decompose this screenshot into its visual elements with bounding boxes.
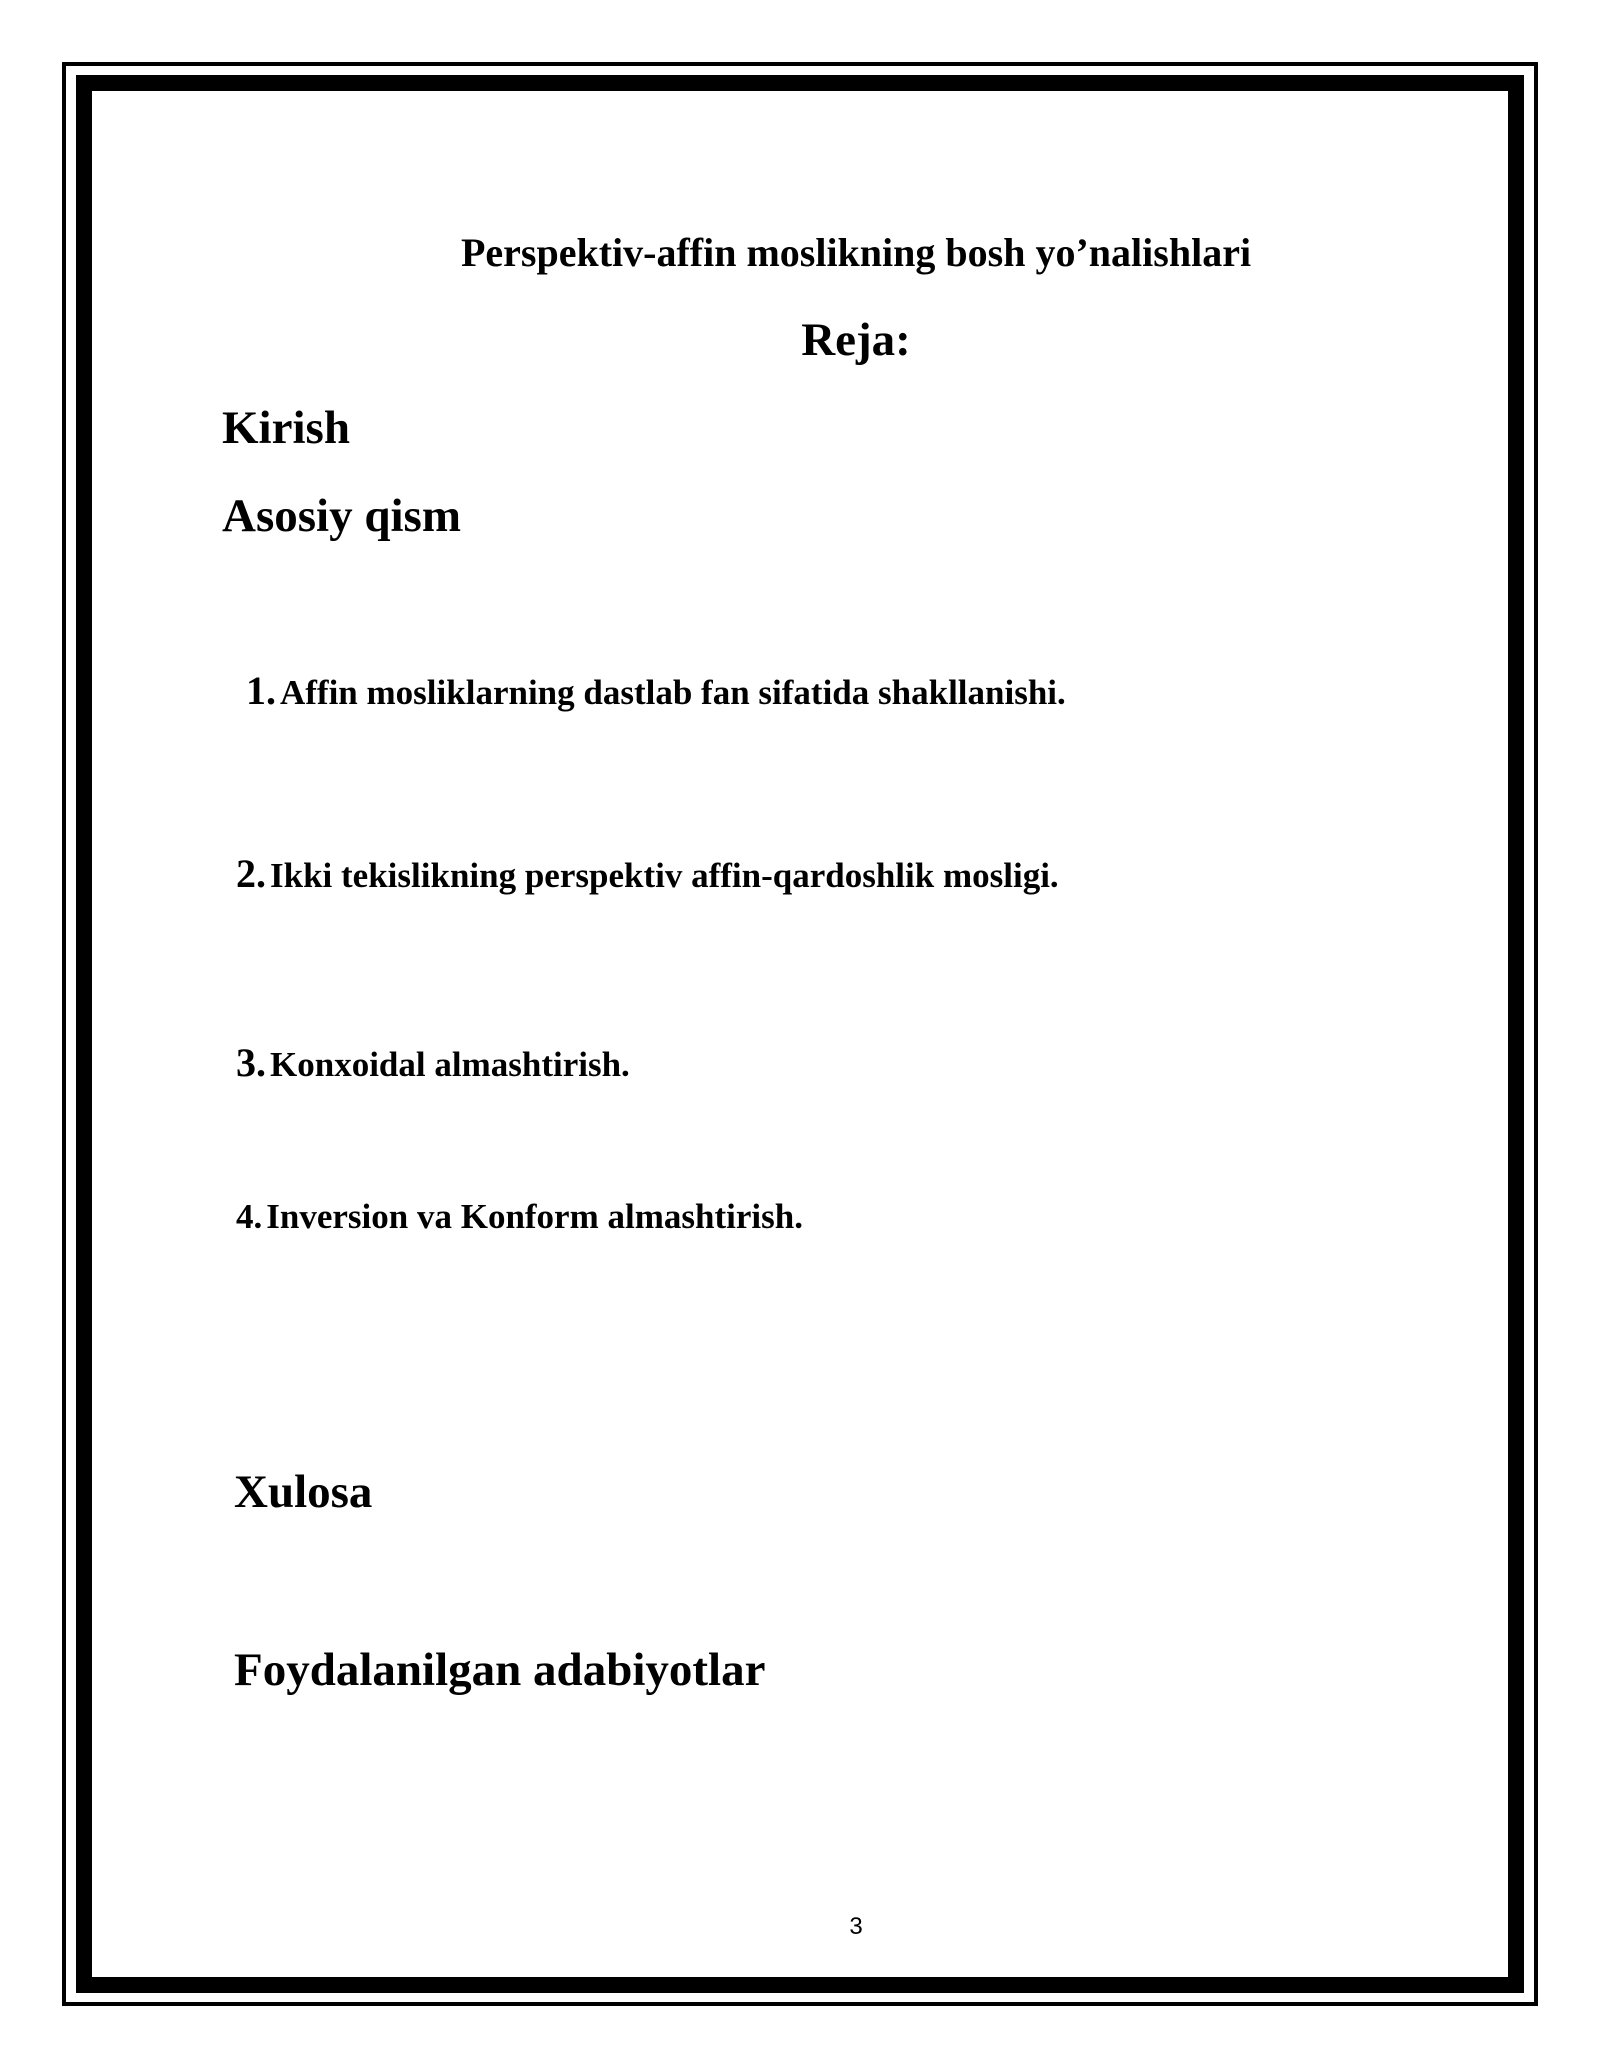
document-title: Perspektiv-affin moslikning bosh yo’nalishlari <box>460 230 1252 275</box>
plan-heading: Reja: <box>801 314 911 366</box>
list-item-number: 2. <box>236 851 266 896</box>
section-references: Foydalanilgan adabiyotlar <box>234 1644 766 1696</box>
list-item-text: Ikki tekislikning perspektiv affin-qardoshlik mosligi. <box>270 856 1059 895</box>
list-item-number: 1. <box>246 668 276 713</box>
list-item <box>236 851 1059 896</box>
list-item-text: Inversion va Konform almashtirish. <box>266 1197 803 1236</box>
section-main-part: Asosiy qism <box>222 490 461 542</box>
section-conclusion: Xulosa <box>234 1466 373 1518</box>
list-item-number: 4. <box>236 1197 263 1236</box>
list-item <box>236 1040 630 1085</box>
list-item <box>236 1199 803 1234</box>
section-intro: Kirish <box>222 402 350 454</box>
page-number: 3 <box>849 1913 863 1940</box>
list-item-number: 3. <box>236 1040 266 1085</box>
list-item-text: Konxoidal almashtirish. <box>270 1045 630 1084</box>
list-item-text: Affin mosliklarning dastlab fan sifatida shakllanishi. <box>280 673 1066 712</box>
list-item <box>246 668 1066 713</box>
